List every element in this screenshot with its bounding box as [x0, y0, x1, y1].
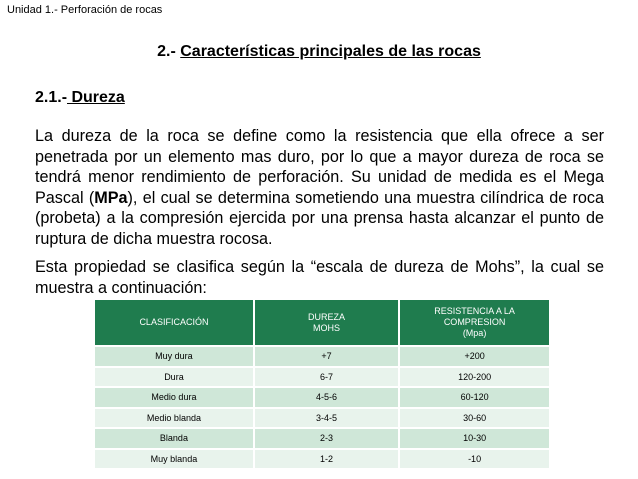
- cell-resistencia: 30-60: [399, 408, 549, 429]
- table-row: [95, 346, 549, 367]
- header-dureza-line1: DUREZA: [308, 311, 346, 322]
- cell-mohs: +7: [254, 346, 399, 367]
- cell-clasificacion: Dura: [95, 367, 254, 388]
- header-clasificacion: CLASIFICACIÓN: [95, 300, 254, 346]
- body-paragraph: [35, 126, 604, 250]
- table-row: [95, 428, 549, 449]
- header-dureza-line2: MOHS: [313, 322, 341, 333]
- cell-clasificacion: Muy dura: [95, 346, 254, 367]
- mohs-hardness-table: [95, 300, 549, 468]
- body-paragraph-2: Esta propiedad se clasifica según la “escala de dureza de Mohs”, la cual se muestra a continuación:: [35, 258, 604, 297]
- table-row: [95, 387, 549, 408]
- cell-resistencia: 10-30: [399, 428, 549, 449]
- title-number: 2.-: [157, 43, 176, 60]
- table-row: [95, 408, 549, 429]
- cell-mohs: 3-4-5: [254, 408, 399, 429]
- cell-resistencia: 60-120: [399, 387, 549, 408]
- table-header-row: [95, 300, 549, 346]
- title-text: Características principales de las rocas: [180, 43, 481, 60]
- paragraph-bold-unit: MPa: [94, 188, 128, 207]
- cell-resistencia: +200: [399, 346, 549, 367]
- running-header: Unidad 1.- Perforación de rocas: [7, 4, 163, 16]
- header-resistencia-line2: COMPRESION: [443, 317, 506, 327]
- header-resistencia: [399, 300, 549, 346]
- paragraph-text-2: ), el cual se determina sometiendo una muestra cilíndrica de roca (probeta) a la compresión ejercida por una prensa hasta alcanzar el punto de ruptura de dicha muestra rocosa.: [35, 188, 604, 248]
- section-heading: [35, 89, 125, 107]
- cell-mohs: 2-3: [254, 428, 399, 449]
- cell-clasificacion: Medio dura: [95, 387, 254, 408]
- cell-mohs: 4-5-6: [254, 387, 399, 408]
- cell-resistencia: 120-200: [399, 367, 549, 388]
- section-title: Dureza: [67, 89, 125, 106]
- cell-mohs: 1-2: [254, 449, 399, 469]
- header-dureza: [254, 300, 399, 346]
- table-row: [95, 449, 549, 469]
- cell-clasificacion: Muy blanda: [95, 449, 254, 469]
- table-row: [95, 367, 549, 388]
- cell-mohs: 6-7: [254, 367, 399, 388]
- cell-clasificacion: Blanda: [95, 428, 254, 449]
- section-number: 2.1.-: [35, 89, 68, 106]
- cell-resistencia: -10: [399, 449, 549, 469]
- cell-clasificacion: Medio blanda: [95, 408, 254, 429]
- header-resistencia-line3: (Mpa): [462, 328, 487, 338]
- paragraph-text-1: La dureza de la roca se define como la resistencia que ella ofrece a ser penetrada por un elemento mas duro, por lo que a mayor dureza de roca se tendrá menor rendimiento de perforación. Su unidad de medida es el Mega Pascal (: [35, 127, 604, 207]
- page-title: [0, 43, 638, 61]
- header-resistencia-line1: RESISTENCIA A LA: [434, 306, 515, 316]
